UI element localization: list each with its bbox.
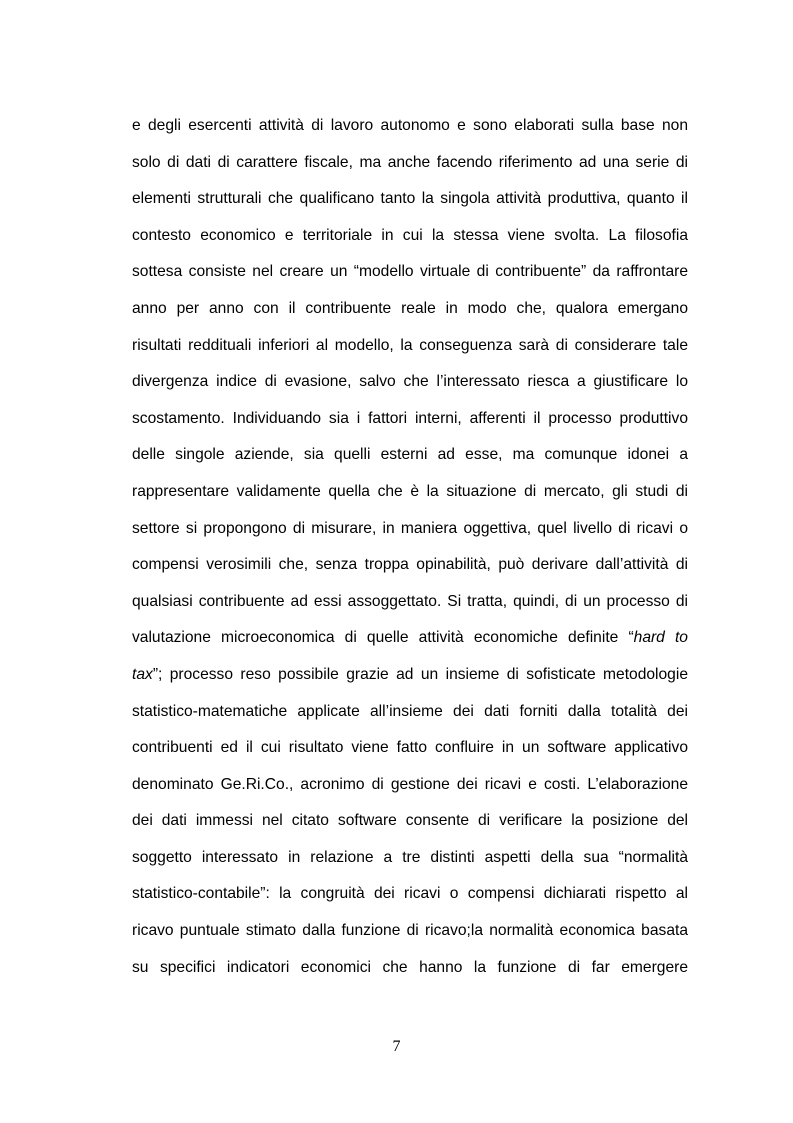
- page-number: 7: [392, 1038, 401, 1055]
- italic-term: tax: [132, 665, 153, 683]
- text-span: ”; processo reso possibile grazie ad un insieme di sofisticate metodologie: [152, 665, 688, 683]
- text-line: qualsiasi contribuente ad essi assoggettato. Si tratta, quindi, di un processo di: [132, 592, 688, 610]
- text-line: compensi verosimili che, senza troppa opinabilità, può derivare dall’attività di: [132, 556, 688, 574]
- text-line: divergenza indice di evasione, salvo che l’interessato riesca a giustificare lo: [132, 373, 688, 391]
- text-line: risultati reddituali inferiori al modello, la conseguenza sarà di considerare tale: [132, 336, 688, 354]
- text-line: e degli esercenti attività di lavoro autonomo e sono elaborati sulla base non: [132, 117, 688, 134]
- text-line: delle singole aziende, sia quelli esterni ad esse, ma comunque idonei a: [132, 446, 688, 464]
- text-line: solo di dati di carattere fiscale, ma anche facendo riferimento ad una serie di: [132, 153, 688, 171]
- text-line: statistico-matematiche applicate all’insieme dei dati forniti dalla totalità dei: [132, 702, 688, 720]
- text-line: su specifici indicatori economici che hanno la funzione di far emergere: [132, 958, 688, 976]
- text-line: rappresentare validamente quella che è la situazione di mercato, gli studi di: [132, 482, 688, 500]
- text-line: contesto economico e territoriale in cui la stessa viene svolta. La filosofia: [132, 226, 688, 244]
- text-line: sottesa consiste nel creare un “modello virtuale di contribuente” da raffrontare: [132, 263, 688, 281]
- italic-term: hard to: [633, 629, 688, 647]
- text-line: dei dati immessi nel citato software consente di verificare la posizione del: [132, 812, 688, 830]
- body-text: [132, 108, 688, 986]
- text-line: contribuenti ed il cui risultato viene fatto confluire in un software applicativo: [132, 739, 688, 757]
- text-line: soggetto interessato in relazione a tre distinti aspetti della sua “normalità: [132, 848, 688, 866]
- text-line: elementi strutturali che qualificano tanto la singola attività produttiva, quanto il: [132, 190, 688, 208]
- text-line: scostamento. Individuando sia i fattori interni, afferenti il processo produttivo: [132, 409, 688, 427]
- text-span: valutazione microeconomica di quelle attività economiche definite “: [132, 629, 634, 647]
- text-line: [132, 657, 688, 694]
- text-line: ricavo puntuale stimato dalla funzione di ricavo;la normalità economica basata: [132, 922, 688, 940]
- text-line: settore si propongono di misurare, in maniera oggettiva, quel livello di ricavi o: [132, 519, 688, 537]
- text-line: [132, 620, 688, 657]
- text-line: statistico-contabile”: la congruità dei ricavi o compensi dichiarati rispetto al: [132, 885, 688, 903]
- text-line: denominato Ge.Ri.Co., acronimo di gestione dei ricavi e costi. L’elaborazione: [132, 775, 688, 793]
- text-line: anno per anno con il contribuente reale in modo che, qualora emergano: [132, 299, 688, 317]
